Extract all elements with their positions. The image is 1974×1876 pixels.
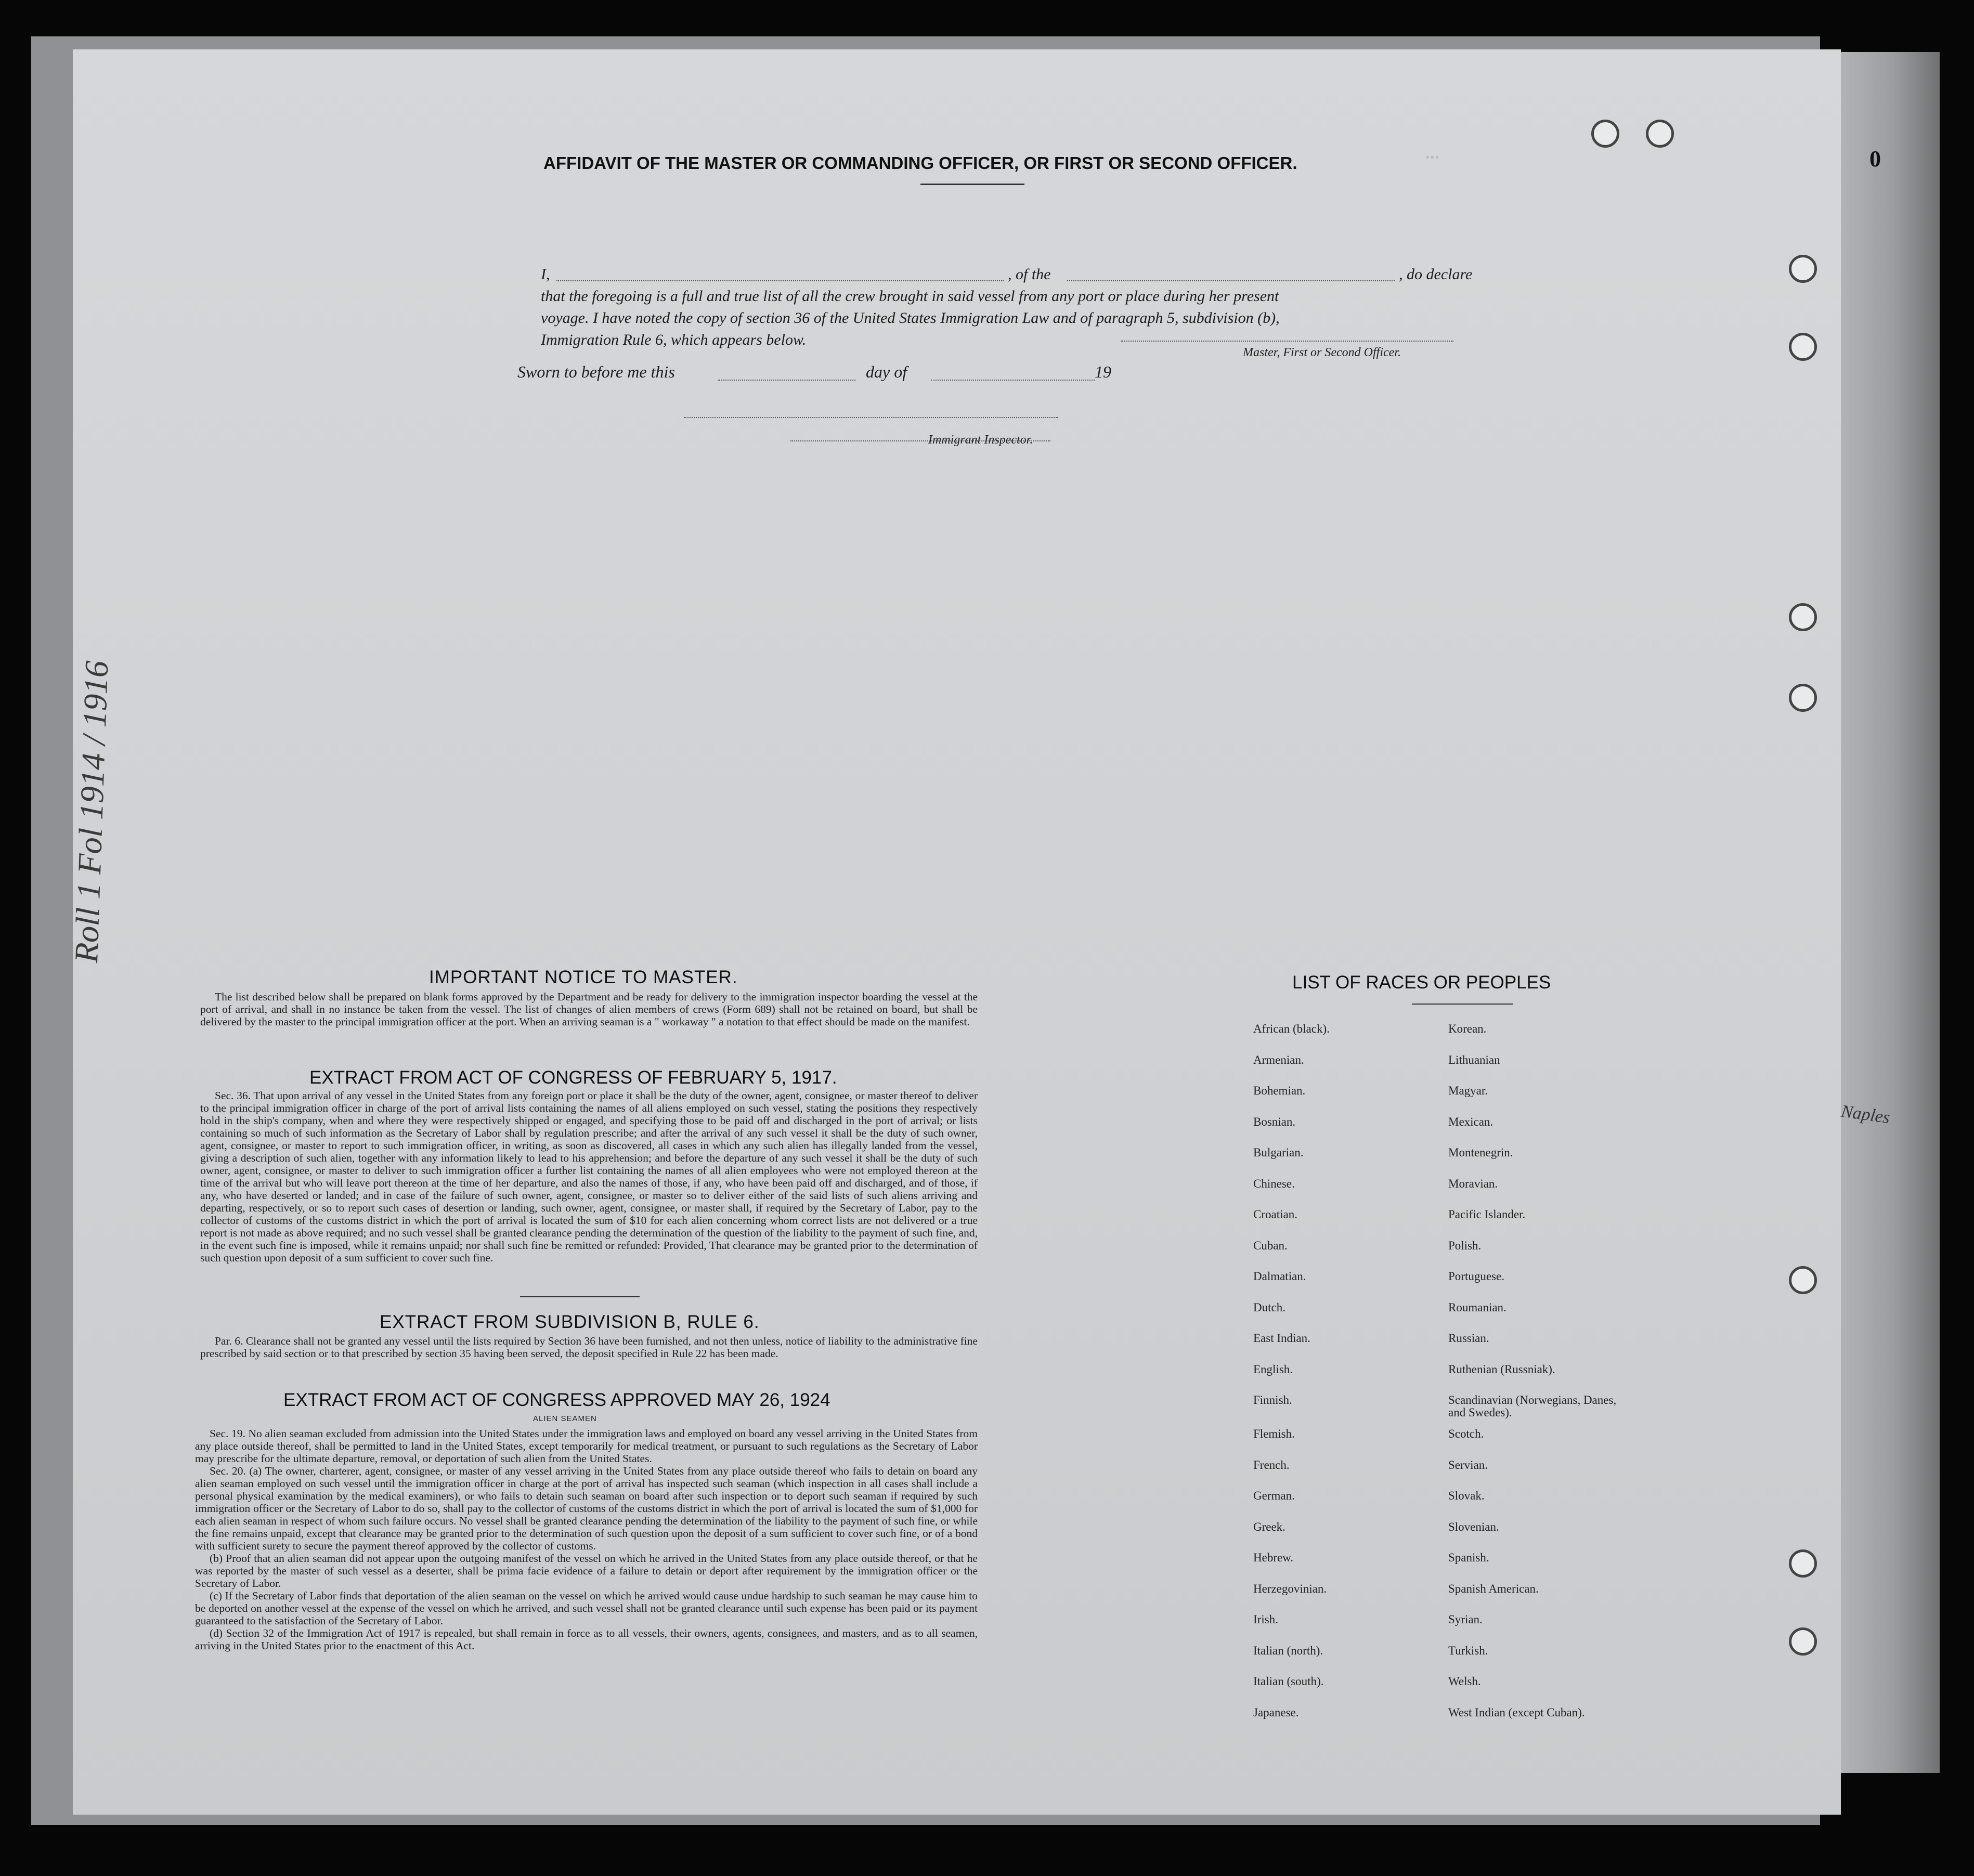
binder-hole xyxy=(1646,120,1674,148)
binder-hole xyxy=(1789,1549,1817,1578)
binder-hole xyxy=(1789,1266,1817,1294)
act-1924-paragraph: Sec. 20. (a) The owner, charterer, agent, consignee, or master of any vessel arriving in the United States from any place outside thereof who fails to detain on board any alien seaman employed on such vessel until the immigration officer in charge at the port of arrival has inspected such seaman (which inspection in all cases shall include a personal physical examination by the medical examiners), or who fails to detain such seaman on board after such inspection or to deport such seaman if required by such immigration officer or the Secretary of Labor to do so, shall pay to the collector of customs of the customs district in which the port of arrival is located the sum of $1,000 for each alien seaman in respect of whom such failure occurs. No vessel shall be granted clearance pending the determination of the liability to the payment of such fine, or while the fine remains unpaid, except that clearance may be granted prior to the determination of such question upon the deposit of a sum sufficient to cover such fine, or of a bond with sufficient surety to secure the payment thereof approved by the collector of customs. xyxy=(195,1465,978,1552)
race-item: Scotch. xyxy=(1448,1427,1484,1440)
race-item: Cuban. xyxy=(1253,1239,1288,1252)
act-1924-paragraph: (b) Proof that an alien seaman did not appear upon the outgoing manifest of the vessel on which he arrived in the United States from any place outside thereof, or that he was reported by the master of such vessel as a deserter, shall be prima facie evidence of a failure to detain or deport after requirement by the immigration officer or the Secretary of Labor. xyxy=(195,1552,978,1590)
race-item: Polish. xyxy=(1448,1239,1482,1252)
race-item: Moravian. xyxy=(1448,1177,1498,1190)
race-item: Slovenian. xyxy=(1448,1520,1499,1533)
race-item: Italian (north). xyxy=(1253,1644,1323,1657)
race-item: Dalmatian. xyxy=(1253,1270,1306,1283)
race-item: Spanish American. xyxy=(1448,1582,1539,1595)
races-title-rule xyxy=(1412,1004,1513,1005)
race-item: Irish. xyxy=(1253,1613,1278,1626)
binder-hole xyxy=(1789,603,1817,631)
race-item: Slovak. xyxy=(1448,1489,1485,1502)
race-item: Chinese. xyxy=(1253,1177,1295,1190)
race-item: Bohemian. xyxy=(1253,1084,1306,1097)
master-signature-line xyxy=(1121,341,1453,342)
race-item: Ruthenian (Russniak). xyxy=(1448,1362,1555,1376)
race-item: German. xyxy=(1253,1489,1295,1502)
binder-hole xyxy=(1789,1627,1817,1656)
title-rule xyxy=(920,184,1024,185)
declaration-line-2: voyage. I have noted the copy of section 36 of the United States Immigration Law and of paragraph 5, subdivision (b), xyxy=(541,309,1280,327)
race-item: Magyar. xyxy=(1448,1084,1488,1097)
race-item: Bulgarian. xyxy=(1253,1146,1304,1159)
race-item: Croatian. xyxy=(1253,1208,1297,1221)
race-item: Dutch. xyxy=(1253,1300,1285,1314)
race-item: West Indian (except Cuban). xyxy=(1448,1705,1585,1719)
act-1924-paragraph: Sec. 19. No alien seaman excluded from admission into the United States under the immigration laws and employed on board any vessel arriving in the United States from any place outside thereof, shall be permitted to land in the United States, except temporarily for medical treatment, or pursuant to such regulations as the Secretary of Labor may prescribe for the ultimate departure, removal, or deportation of such alien from the United States. xyxy=(195,1427,978,1465)
notice-title: IMPORTANT NOTICE TO MASTER. xyxy=(429,967,738,987)
act-1917-title: EXTRACT FROM ACT OF CONGRESS OF FEBRUARY 5, 1917. xyxy=(309,1067,837,1088)
race-item: English. xyxy=(1253,1362,1293,1376)
races-left-column xyxy=(1253,1023,1451,1737)
affidavit-title: AFFIDAVIT OF THE MASTER OR COMMANDING OFFICER, OR FIRST OR SECOND OFFICER. xyxy=(543,153,1297,173)
left-handwritten-note: Roll 1 Fol 1914 / 1916 xyxy=(68,660,115,963)
act-1924-title: EXTRACT FROM ACT OF CONGRESS APPROVED MAY 26, 1924 xyxy=(283,1390,830,1410)
race-item: Roumanian. xyxy=(1448,1300,1507,1314)
race-item: Greek. xyxy=(1253,1520,1285,1533)
sworn-month-blank xyxy=(931,380,1095,381)
race-item: Russian. xyxy=(1448,1332,1489,1345)
race-item: Syrian. xyxy=(1448,1613,1483,1626)
sworn-label: Sworn to before me this xyxy=(517,362,675,381)
declaration-line-3: Immigration Rule 6, which appears below. xyxy=(541,331,807,348)
race-item: Montenegrin. xyxy=(1448,1146,1513,1159)
act-1917-text xyxy=(200,1089,978,1264)
race-item: Spanish. xyxy=(1448,1551,1489,1564)
race-item: Pacific Islander. xyxy=(1448,1208,1526,1221)
inspector-caption: Immigrant Inspector. xyxy=(928,433,1033,447)
binder-hole xyxy=(1789,333,1817,361)
races-list xyxy=(1253,1023,1669,1751)
i-label: I, xyxy=(541,266,550,283)
affidavit-declaration xyxy=(541,264,1539,351)
act-1924-subtitle: ALIEN SEAMEN xyxy=(533,1414,597,1423)
race-item: Herzegovinian. xyxy=(1253,1582,1327,1595)
race-item: Bosnian. xyxy=(1253,1115,1296,1128)
race-item: Scandinavian (Norwegians, Danes, and Swedes). xyxy=(1448,1393,1617,1419)
notice-paragraph: The list described below shall be prepared on blank forms approved by the Department and be ready for delivery to the immigration inspector boarding the vessel at the port of arrival, and shall in no instance be taken from the vessel. The list of changes of alien members of crews (Form 689) shall not be retained on board, but shall be delivered by the master to the principal immigration officer at the port. When an arriving seaman is a " workaway " a notation to that effect should be made on the manifest. xyxy=(200,991,978,1028)
race-item: French. xyxy=(1253,1458,1290,1471)
binder-hole xyxy=(1789,255,1817,283)
race-item: Mexican. xyxy=(1448,1115,1494,1128)
act-1924-paragraph: (d) Section 32 of the Immigration Act of 1917 is repealed, but shall remain in force as to all vessels, their owners, agents, consignees, and masters, and as to all seamen, arriving in the United States prior to the enactment of this Act. xyxy=(195,1627,978,1652)
do-declare-label: , do declare xyxy=(1399,266,1473,283)
year-prefix: 19 xyxy=(1095,362,1111,381)
binder-hole xyxy=(1789,684,1817,712)
binder-hole xyxy=(1591,120,1619,148)
races-title: LIST OF RACES OR PEOPLES xyxy=(1292,972,1551,993)
declaration-line-1: that the foregoing is a full and true list of all the crew brought in said vessel from any port or place during her present xyxy=(541,288,1279,305)
act-1924-text xyxy=(195,1427,978,1652)
race-item: Portuguese. xyxy=(1448,1270,1504,1283)
notice-text xyxy=(200,991,978,1028)
of-the-label: , of the xyxy=(1008,266,1051,283)
name-blank xyxy=(556,280,1004,281)
vessel-blank xyxy=(1067,280,1395,281)
race-item: Finnish. xyxy=(1253,1393,1292,1406)
race-item: Turkish. xyxy=(1448,1644,1488,1657)
race-item: Korean. xyxy=(1448,1022,1487,1035)
act-1924-paragraph: (c) If the Secretary of Labor finds that deportation of the alien seaman on the vessel on which he arrived would cause undue hardship to such seaman he may cause him to be deported on another vessel at the expense of the vessel on which he arrived, and such vessel shall not be granted clearance until such expense has been paid or its payment guaranteed to the satisfaction of the Secretary of Labor. xyxy=(195,1590,978,1627)
race-item: Lithuanian xyxy=(1448,1053,1500,1066)
corner-mark: 0 xyxy=(1869,146,1881,172)
race-item: Servian. xyxy=(1448,1458,1488,1471)
race-item: Italian (south). xyxy=(1253,1675,1324,1688)
race-item: Armenian. xyxy=(1253,1053,1304,1066)
race-item: East Indian. xyxy=(1253,1332,1310,1345)
rule6-paragraph: Par. 6. Clearance shall not be granted any vessel until the lists required by Section 36 have been furnished, and not then unless, notice of liability to the administrative fine prescribed by said section or to that prescribed by section 35 having been served, the deposit specified in Rule 22 has been made. xyxy=(200,1335,978,1360)
race-item: Flemish. xyxy=(1253,1427,1295,1440)
inspector-signature-line xyxy=(684,417,1058,418)
race-item: Welsh. xyxy=(1448,1675,1481,1688)
section-rule xyxy=(520,1296,640,1297)
races-right-column xyxy=(1448,1023,1646,1737)
form-page xyxy=(68,49,1891,1815)
rule6-title: EXTRACT FROM SUBDIVISION B, RULE 6. xyxy=(380,1312,760,1332)
bleed-through-text: ... xyxy=(1425,143,1440,163)
right-handwritten-note: Naples xyxy=(1839,1101,1891,1128)
sworn-day-blank xyxy=(718,380,855,381)
race-item: Hebrew. xyxy=(1253,1551,1294,1564)
race-item: Japanese. xyxy=(1253,1705,1299,1719)
rule6-text xyxy=(200,1335,978,1360)
race-item: African (black). xyxy=(1253,1022,1330,1035)
day-of-label: day of xyxy=(866,362,907,381)
master-caption: Master, First or Second Officer. xyxy=(1243,346,1401,359)
act-1917-paragraph: Sec. 36. That upon arrival of any vessel in the United States from any foreign port or place it shall be the duty of the owner, agent, consignee, or master thereof to deliver to the principal immigration officer in charge of the port of arrival lists containing the names of all aliens employed on such vessel, stating the positions they respectively hold in the ship's company, when and where they were respectively shipped or engaged, and specifying those to be paid off and discharged in the port of arrival; or lists containing so much of such information as the Secretary of Labor shall by regulation prescribe; and after the arrival of any such vessel it shall be the duty of such owner, agent, consignee, or master to report to such immigration officer, in writing, as soon as discovered, all cases in which any such alien has illegally landed from the vessel, giving a description of such alien, together with any information likely to lead to his apprehension; and before the departure of any such vessel it shall be the duty of such owner, agent, consignee, or master to deliver to such immigration officer a further list containing the names of all alien employees who were not employed thereon at the time of the arrival but who will leave port thereon at the time of her departure, and also the names of those, if any, who have been paid off and discharged, and of those, if any, who have deserted or landed; and in case of the failure of such owner, agent, consignee, or master so to deliver either of the said lists of such aliens arriving and departing, respectively, or so to report such cases of desertion or landing, such owner, agent, consignee, or master shall, if required by the Secretary of Labor, pay to the collector of customs of the customs district in which the port of arrival is located the sum of $10 for each alien concerning whom correct lists are not delivered or a true report is not made as above required; and no such vessel shall be granted clearance pending the determination of the question of the liability to the payment of such fine, and, in the event such fine is imposed, while it remains unpaid; nor shall such fine be remitted or refunded: Provided, That clearance may be granted prior to the determination of such question upon deposit of a sum sufficient to cover such fine. xyxy=(200,1089,978,1264)
